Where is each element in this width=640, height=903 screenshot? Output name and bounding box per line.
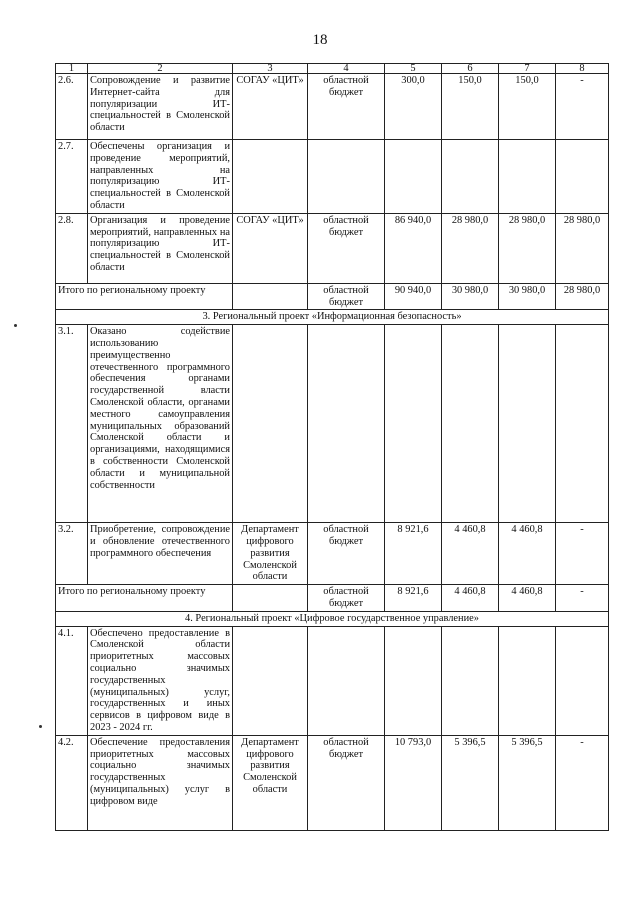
total-row — [56, 585, 609, 612]
column-number: 4 — [308, 64, 385, 74]
table-row — [56, 523, 609, 585]
value-col6: 150,0 — [442, 74, 499, 140]
executor-cell: Департамент цифрового развития Смоленской области — [233, 523, 308, 585]
funding-source-cell: областной бюджет — [308, 283, 385, 310]
total-label: Итого по региональному проекту — [56, 585, 233, 612]
column-number: 8 — [556, 64, 609, 74]
funding-source-cell: областной бюджет — [308, 74, 385, 140]
executor-cell: СОГАУ «ЦИТ» — [233, 213, 308, 283]
value-col5: 8 921,6 — [385, 523, 442, 585]
item-number: 2.8. — [56, 213, 88, 283]
section-row — [56, 611, 609, 626]
value-col6: 4 460,8 — [442, 523, 499, 585]
value-col7 — [499, 626, 556, 735]
section-title: 3. Региональный проект «Информационная безопасность» — [56, 310, 609, 325]
item-description: Оказано содействие использованию преимущественно отечественного программного обеспечения органами государственной власти Смоленской области, органами местного самоуправления муниципальных образований Смоленской области и организациями, находящимися в собственности Смоленской области и муниципальной собственности — [88, 325, 233, 523]
column-number: 7 — [499, 64, 556, 74]
section-row — [56, 310, 609, 325]
column-number: 1 — [56, 64, 88, 74]
value-col5 — [385, 140, 442, 214]
executor-cell: Департамент цифрового развития Смоленской области — [233, 735, 308, 830]
total-col8: 28 980,0 — [556, 283, 609, 310]
total-col8: - — [556, 585, 609, 612]
table-row — [56, 140, 609, 214]
value-col8 — [556, 325, 609, 523]
item-number: 3.2. — [56, 523, 88, 585]
value-col7: 5 396,5 — [499, 735, 556, 830]
executor-cell: СОГАУ «ЦИТ» — [233, 74, 308, 140]
value-col7: 28 980,0 — [499, 213, 556, 283]
total-empty-cell — [233, 283, 308, 310]
scan-speck — [14, 324, 17, 327]
value-col5 — [385, 626, 442, 735]
funding-source-cell: областной бюджет — [308, 213, 385, 283]
column-number: 5 — [385, 64, 442, 74]
table-row — [56, 213, 609, 283]
value-col7 — [499, 140, 556, 214]
item-description: Обеспечены организация и проведение мероприятий, направленных на популяризацию ИТ-специальностей в Смоленской области — [88, 140, 233, 214]
total-row — [56, 283, 609, 310]
item-description: Приобретение, сопровождение и обновление отечественного программного обеспечения — [88, 523, 233, 585]
value-col6 — [442, 140, 499, 214]
total-col5: 8 921,6 — [385, 585, 442, 612]
column-number-row — [56, 64, 609, 74]
value-col8 — [556, 140, 609, 214]
value-col8 — [556, 626, 609, 735]
total-col6: 4 460,8 — [442, 585, 499, 612]
value-col6: 5 396,5 — [442, 735, 499, 830]
executor-cell — [233, 325, 308, 523]
executor-cell — [233, 626, 308, 735]
total-col6: 30 980,0 — [442, 283, 499, 310]
funding-source-cell: областной бюджет — [308, 735, 385, 830]
funding-source-cell: областной бюджет — [308, 585, 385, 612]
item-description: Сопровождение и развитие Интернет-сайта для популяризации ИТ-специальностей в Смоленской области — [88, 74, 233, 140]
funding-source-cell — [308, 626, 385, 735]
item-description: Обеспечение предоставления приоритетных массовых социально значимых государственных (муниципальных) услуг в цифровом виде — [88, 735, 233, 830]
value-col8: - — [556, 523, 609, 585]
value-col7 — [499, 325, 556, 523]
total-col7: 4 460,8 — [499, 585, 556, 612]
table-row — [56, 735, 609, 830]
value-col5: 300,0 — [385, 74, 442, 140]
item-number: 2.7. — [56, 140, 88, 214]
scan-speck — [39, 725, 42, 728]
column-number: 6 — [442, 64, 499, 74]
value-col6 — [442, 626, 499, 735]
value-col7: 150,0 — [499, 74, 556, 140]
table-row — [56, 626, 609, 735]
table-row — [56, 74, 609, 140]
item-number: 2.6. — [56, 74, 88, 140]
page-number: 18 — [312, 32, 328, 48]
item-number: 4.2. — [56, 735, 88, 830]
value-col6: 28 980,0 — [442, 213, 499, 283]
value-col8: - — [556, 74, 609, 140]
funding-source-cell — [308, 140, 385, 214]
total-col7: 30 980,0 — [499, 283, 556, 310]
item-description: Организация и проведение мероприятий, направленных на популяризацию ИТ-специальностей в Смоленской области — [88, 213, 233, 283]
value-col5: 10 793,0 — [385, 735, 442, 830]
column-number: 3 — [233, 64, 308, 74]
value-col7: 4 460,8 — [499, 523, 556, 585]
budget-table — [55, 63, 609, 831]
section-title: 4. Региональный проект «Цифровое государственное управление» — [56, 611, 609, 626]
table-row — [56, 325, 609, 523]
value-col8: 28 980,0 — [556, 213, 609, 283]
total-col5: 90 940,0 — [385, 283, 442, 310]
executor-cell — [233, 140, 308, 214]
value-col5: 86 940,0 — [385, 213, 442, 283]
funding-source-cell: областной бюджет — [308, 523, 385, 585]
value-col5 — [385, 325, 442, 523]
column-number: 2 — [88, 64, 233, 74]
item-number: 3.1. — [56, 325, 88, 523]
value-col8: - — [556, 735, 609, 830]
total-empty-cell — [233, 585, 308, 612]
total-label: Итого по региональному проекту — [56, 283, 233, 310]
item-description: Обеспечено предоставление в Смоленской области приоритетных массовых социально значимых государственных (муниципальных) услуг, государственных и иных сервисов в цифровом виде в 2023 - 2024 гг. — [88, 626, 233, 735]
funding-source-cell — [308, 325, 385, 523]
value-col6 — [442, 325, 499, 523]
item-number: 4.1. — [56, 626, 88, 735]
